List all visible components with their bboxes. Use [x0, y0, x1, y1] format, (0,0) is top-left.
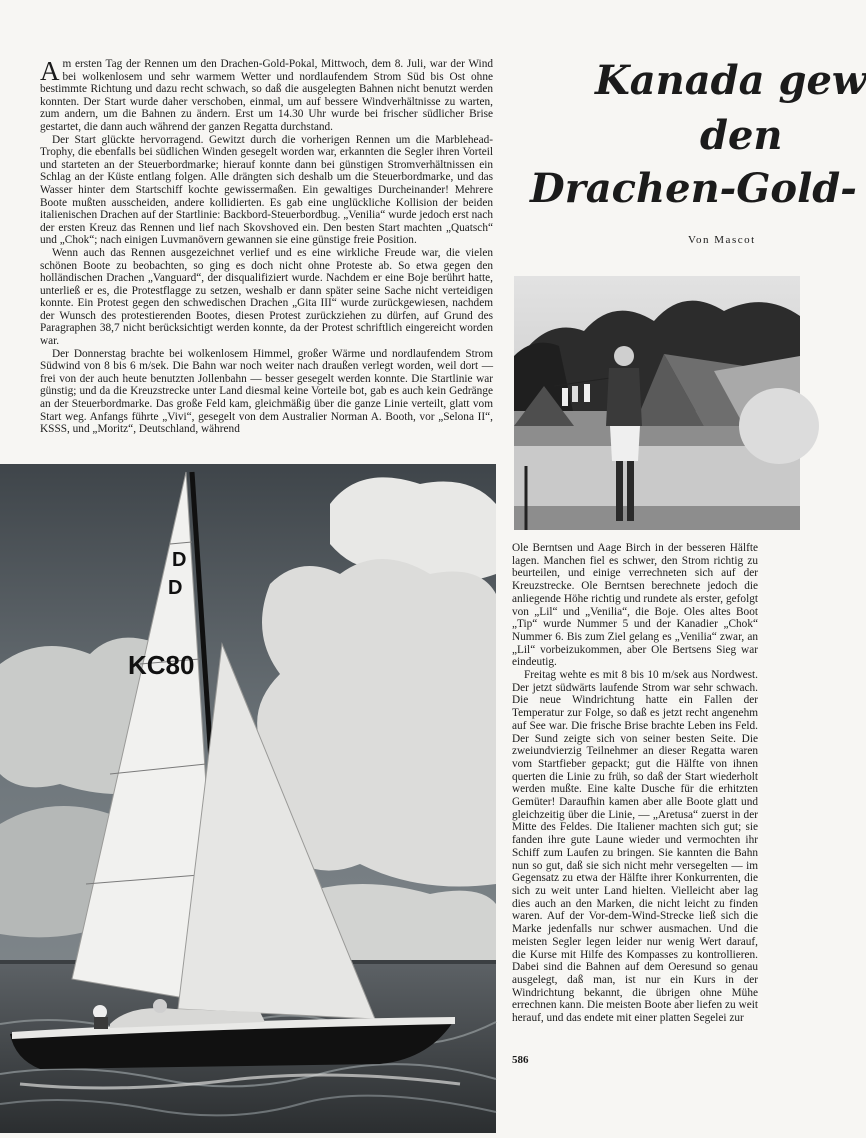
right-text-column	[512, 542, 758, 1025]
drop-cap: A	[40, 56, 60, 86]
sail-letter-upper: D	[172, 549, 187, 571]
paragraph: Freitag wehte es mit 8 bis 10 m/sek aus Nordwest. Der jetzt südwärts laufende Strom war sehr schwach. Die neue Windrichtung hatte ein Fallen der Temperatur zur Folge, so daß es jetzt recht angenehm auf See war. Die frische Brise brachte Leben ins Feld. Der Sund zeigte sich von seiner besten Seite. Die zweiundvierzig Teilnehmer an dieser Regatta waren vom Startfieber gepackt; gut die Hälfte von ihnen querten die Linie zu früh, so daß der Start wiederholt werden mußte. Eine kalte Dusche für die erhitzten Gemüter! Daraufhin kamen aber alle Boote glatt und gleichzeitig über die Linie, — „Aretusa“ zuerst in der Mitte des Feldes. Die Italiener machten sich gut; sie fanden ihre gute Laune wieder und vermochten ihr Schiff zum Laufen zu bringen. Sie kannten die Bahn nun so gut, daß sie sich nicht mehr versegelten — im Gegensatz zu etwa der Hälfte ihrer Konkurrenten, die sich zu weit unter Land hielten. Vielleicht aber lag dies auch an den Marken, die nicht leicht zu finden waren. Auf der Vor-dem-Wind-Strecke ließ sich die Marke jedenfalls nur schwer ausmachen. Und die meisten Segler legen leider nur wenig Wert darauf, die Kurse mit Hilfe des Kompasses zu kontrollieren. Dabei sind die Bahnen auf dem Oeresund so genau ausgelegt, daß man, ist nur ein Kurs in der Windrichtung bekannt, die übrigen ohne Mühe errechnen kann. Die meisten Boote aber liefen zu weit herauf, und das endete mit einer platten Segelei zur	[512, 669, 758, 1025]
paragraph: Der Donnerstag brachte bei wolkenlosem Himmel, großer Wärme und nordlaufendem Strom Südwind von 8 bis 6 m/sek. Die Bahn war noch weiter nach draußen verlegt worden, weil dort — frei von der auch heute benutzten Jollenbahn — besser gesegelt werden konnte. Die Startlinie war günstig; und da die Kreuzstrecke unter Land diesmal keine Vorteile bot, gab es auch kein Gedränge an der Steuerbordmarke. Das große Feld kam, gleichmäßig über die ganze Linie verteilt, glatt vom Start weg. Anfangs führte „Vivi“, gesegelt von dem Australier Norman A. Booth, vor „Selona II“, KSSS, und „Moritz“, Deutschland, während	[40, 347, 493, 436]
left-text-column	[40, 58, 493, 436]
sail-number: KC80	[128, 650, 195, 680]
title-line-1: Kanada gew	[595, 57, 866, 104]
page-number: 586	[512, 1054, 529, 1066]
paragraph: Ole Berntsen und Aage Birch in der besseren Hälfte lagen. Manchen fiel es schwer, den Strom richtig zu beurteilen, und einige verrechneten sich auf der Kreuzstrecke. Ole Berntsen berechnete jedoch die anliegende Höhe richtig und rundete als erster, gefolgt von „Lil“ und „Venilia“, die Boje. Oles altes Boot „Tip“ wurde Nummer 5 und der Kanadier „Chok“ Nummer 6. Bis zum Ziel gelang es „Venilia“ zwar, an „Lil“ vorbeizukommen, aber Ole Bertsens Sieg war eindeutig.	[512, 542, 758, 669]
campsite-photo-art	[514, 276, 800, 530]
title-line-3: Drachen-Gold-	[530, 165, 857, 212]
sailboat-photo-art	[0, 464, 496, 1133]
byline: Von Mascot	[688, 234, 756, 246]
sail-letter-lower: D	[168, 577, 183, 599]
paragraph: Am ersten Tag der Rennen um den Drachen-Gold-Pokal, Mittwoch, dem 8. Juli, war der Wind bei wolkenlosem und sehr warmem Wetter und nordlaufendem Strom Süd bis Ost ohne bestimmte Richtung und dazu recht schwach, so daß die ausgelegten Bahnen nicht benutzt werden konnten. Der Start wurde daher verschoben, einmal, um auf bessere Windverhältnisse zu warten, zum andern, um die Bahnen zu ändern. Erst um 14.30 Uhr wurde bei frischer südlicher Brise gestartet, die dann auch während der ganzen Regatta durchstand.	[40, 56, 493, 133]
paragraph: Wenn auch das Rennen ausgezeichnet verlief und es eine wirkliche Freude war, die vielen schönen Boote zu beobachten, so ging es doch nicht ohne Proteste ab. So etwa gegen den holländischen Drachen „Vanguard“, der disqualifiziert wurde. Nachdem er eine Boje berührt hatte, unterließ er es, die Protestflagge zu setzen, weshalb er dann später seine Sache nicht verteidigen konnte. Ein Protest gegen den schwedischen Drachen „Gita III“ wurde zurückgewiesen, nachdem der Wunsch des protestierenden Bootes, diesen Protest zurückziehen zu dürfen, auf Grund des Paragraphen 38,7 nicht berücksichtigt werden konnte, da der Protest schriftlich eingereicht worden war.	[40, 246, 493, 348]
paragraph: Der Start glückte hervorragend. Gewitzt durch die vorherigen Rennen um die Marblehead-Trophy, die ebenfalls bei südlichen Winden gesegelt worden war, erkannten die Segler ihren Vorteil und starteten an der Steuerbordmarke; hierauf konnte dann bei günstigen Stromverhältnissen ein Schlag an der Küste entlang folgen. Alle drängten sich deshalb um die Steuerbordmarke, und das Wasser hinter dem Startschiff kochte gewissermaßen. Ein gewaltiges Durcheinander! Mehrere Boote mußten ausscheiden, andere kollidierten. Es gab eine unglückliche Kollision der beiden italienischen Drachen auf der Startlinie: Backbord-Steuerbordbug. „Venilia“ wurde jedoch erst nach der ersten Kreuz das Rennen und lief nach Skovshoved ein. Den besten Start machten „Quatsch“ und „Chok“; nach einigen Luvmanövern gewannen sie eine günstige freie Position.	[40, 133, 493, 247]
title-line-2: den	[700, 112, 783, 159]
sailboat-photo	[0, 464, 496, 1133]
campsite-photo	[514, 276, 800, 530]
